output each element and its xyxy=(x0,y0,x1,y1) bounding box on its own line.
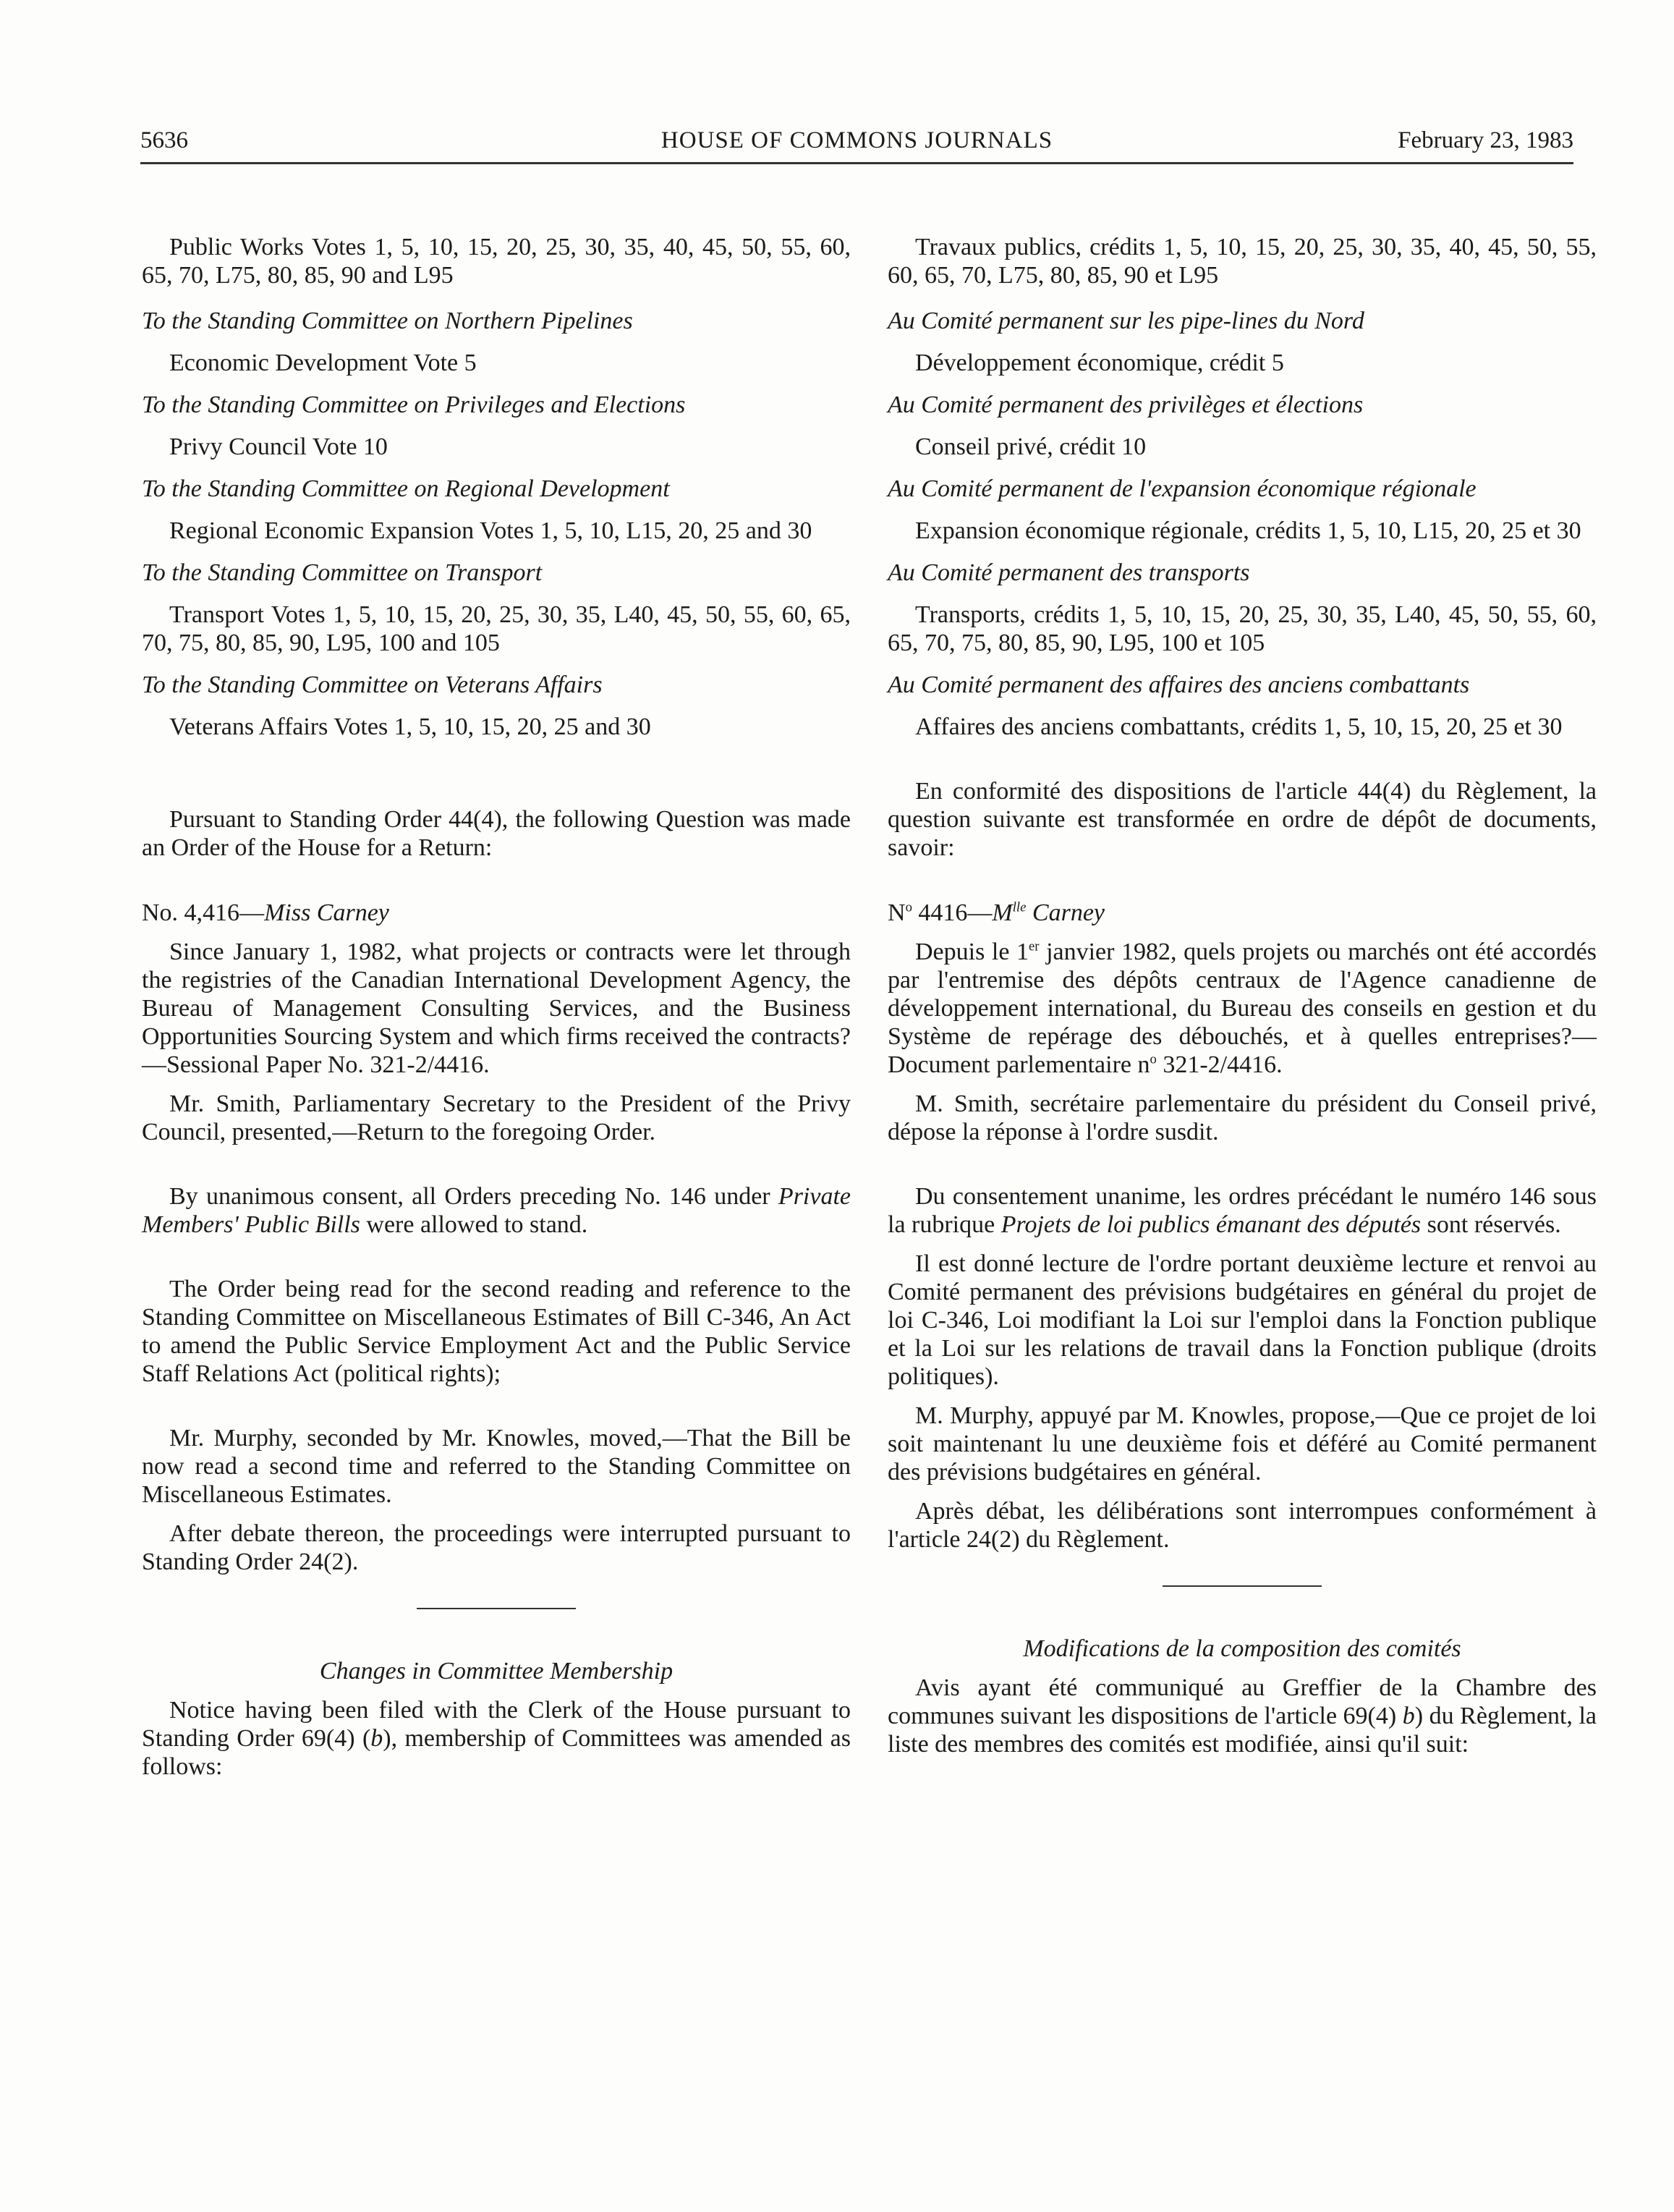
murphy-propose: M. Murphy, appuyé par M. Knowles, propose,—Que ce projet de loi soit maintenant lu une deuxième fois et déféré au Comité permanent des prévisions budgétaires en général. xyxy=(888,1402,1597,1486)
debat-interrompu: Après débat, les délibérations sont interrompues conformément à l'article 24(2) du Règlement. xyxy=(888,1498,1597,1553)
expansion-credits: Expansion économique régionale, crédits 1, 5, 10, L15, 20, 25 et 30 xyxy=(915,517,1581,544)
question-text-fr: Depuis le 1er janvier 1982, quels projets ou marchés ont été accordés par l'entremise des dépôts centraux de l'Agence canadienne de développement international, du Bureau des conseils en gestion et du Système de repérage des débouchés, et à quelles entreprises?—Document parlementaire $n^o$ 321-2/4416. xyxy=(888,938,1597,1078)
anciens-combattants-credits: Affaires des anciens combattants, crédits 1, 5, 10, 15, 20, 25 et 30 xyxy=(915,713,1563,740)
public-works-votes: Public Works Votes 1, 5, 10, 15, 20, 25, 30, 35, 40, 45, 50, 55, 60, 65, 70, L75, 80, 85, 90 and L95 xyxy=(142,234,851,289)
conseil-prive-credit: Conseil privé, crédit 10 xyxy=(915,433,1147,460)
order-read-paragraph: The Order being read for the second reading and reference to the Standing Committee on Miscellaneous Estimates of Bill C-346, An Act to amend the Public Service Employment Act and the Public Service Staff Relations Act (political rights); xyxy=(142,1276,851,1387)
changes-heading: Changes in Committee Membership xyxy=(319,1658,674,1685)
question-text: Since January 1, 1982, what projects or contracts were let through the registries of the Canadian International Development Agency, the Bureau of Management Consulting Services, and the Business Opportunities Sourcing System and which firms received the contracts?—Sessional Paper No. 321-2/4416. xyxy=(142,938,851,1078)
murphy-motion: Mr. Murphy, seconded by Mr. Knowles, moved,—That the Bill be now read a second time and referred to the Standing Committee on Miscellaneous Estimates. xyxy=(142,1425,851,1508)
private-members-bills: Private Members' Public Bills xyxy=(142,1183,851,1238)
veterans-heading: To the Standing Committee on Veterans Affairs xyxy=(142,671,603,698)
privileges-heading-fr: Au Comité permanent des privilèges et élections xyxy=(888,391,1364,418)
modifications-heading: Modifications de la composition des comités xyxy=(1023,1635,1461,1662)
debate-interrupted: After debate thereon, the proceedings were interrupted pursuant to Standing Order 24(2). xyxy=(142,1520,851,1575)
transports-heading: Au Comité permanent des transports xyxy=(888,559,1250,586)
transport-votes: Transport Votes 1, 5, 10, 15, 20, 25, 30, 35, L40, 45, 50, 55, 60, 65, 70, 75, 80, 85, 90, L95, 100 and 105 xyxy=(142,601,851,656)
question-number: No. 4,416— xyxy=(142,899,265,926)
question-member-fr: $M^{lle}$ Carney xyxy=(992,899,1105,926)
consentement-paragraph: Du consentement unanime, les ordres précédant le numéro 146 sous la rubrique Projets de loi publics émanant des députés sont réservés. xyxy=(888,1183,1597,1238)
privileges-heading: To the Standing Committee on Privileges and Elections xyxy=(142,391,686,418)
expansion-heading: Au Comité permanent de l'expansion économique régionale xyxy=(888,475,1477,502)
page-number: 5636 xyxy=(140,127,188,153)
question-member: Miss Carney xyxy=(264,899,389,926)
pursuant-paragraph: Pursuant to Standing Order 44(4), the following Question was made an Order of the House for a Return: xyxy=(142,806,851,861)
smith-reponse: M. Smith, secrétaire parlementaire du président du Conseil privé, dépose la réponse à l'ordre susdit. xyxy=(888,1090,1597,1145)
french-column xyxy=(888,233,1597,1758)
travaux-publics-credits: Travaux publics, crédits 1, 5, 10, 15, 20, 25, 30, 35, 40, 45, 50, 55, 60, 65, 70, L75, 80, 85, 90 et L95 xyxy=(888,234,1597,289)
transport-heading: To the Standing Committee on Transport xyxy=(142,559,543,586)
avis-paragraph: Avis ayant été communiqué au Greffier de la Chambre des communes suivant les dispositions de l'article 69(4) b) du Règlement, la liste des membres des comités est modifiée, ainsi qu'il suit: xyxy=(888,1674,1597,1758)
consent-paragraph: By unanimous consent, all Orders preceding No. 146 under Private Members' Public Bills were allowed to stand. xyxy=(142,1183,851,1238)
economic-development-votes: Economic Development Vote 5 xyxy=(169,349,477,376)
conformite-paragraph: En conformité des dispositions de l'article 44(4) du Règlement, la question suivante est transformée en ordre de dépôt de documents, savoir: xyxy=(888,778,1597,861)
english-column xyxy=(142,233,851,1781)
question-number-line xyxy=(142,899,851,927)
projets-de-loi-rubrique: Projets de loi publics émanant des députés xyxy=(1000,1211,1422,1238)
developpement-credit: Développement économique, crédit 5 xyxy=(915,349,1284,376)
smith-return: Mr. Smith, Parliamentary Secretary to the President of the Privy Council, presented,—Return to the foregoing Order. xyxy=(142,1090,851,1145)
northern-pipelines-heading: To the Standing Committee on Northern Pipelines xyxy=(142,308,633,334)
privy-council-votes: Privy Council Vote 10 xyxy=(169,433,388,460)
lecture-paragraph: Il est donné lecture de l'ordre portant deuxième lecture et renvoi au Comité permanent des prévisions budgétaires en général du projet de loi C-346, Loi modifiant la Loi sur l'emploi dans la Fonction publique et la Loi sur les relations de travail dans la Fonction publique (droits politiques). xyxy=(888,1250,1597,1390)
notice-paragraph: Notice having been filed with the Clerk of the House pursuant to Standing Order 69(4) (b), membership of Committees was amended as follows: xyxy=(142,1697,851,1780)
regional-votes: Regional Economic Expansion Votes 1, 5, 10, L15, 20, 25 and 30 xyxy=(169,517,812,544)
anciens-combattants-heading: Au Comité permanent des affaires des anciens combattants xyxy=(888,671,1470,698)
journal-date: February 23, 1983 xyxy=(1398,127,1573,153)
journal-title: HOUSE OF COMMONS JOURNALS xyxy=(660,127,1053,153)
section-divider xyxy=(417,1608,576,1609)
section-divider-fr xyxy=(1163,1585,1322,1587)
transports-credits: Transports, crédits 1, 5, 10, 15, 20, 25, 30, 35, L40, 45, 50, 55, 60, 65, 70, 75, 80, 85, 90, L95, 100 et 105 xyxy=(888,601,1597,656)
veterans-votes: Veterans Affairs Votes 1, 5, 10, 15, 20, 25 and 30 xyxy=(169,713,651,740)
pipelines-heading: Au Comité permanent sur les pipe-lines du Nord xyxy=(888,308,1364,334)
page-header xyxy=(140,120,1573,164)
question-number-line-fr: $N^o$ $4416—M^{lle}$ Carney xyxy=(888,899,1105,926)
regional-heading: To the Standing Committee on Regional Development xyxy=(142,475,670,502)
